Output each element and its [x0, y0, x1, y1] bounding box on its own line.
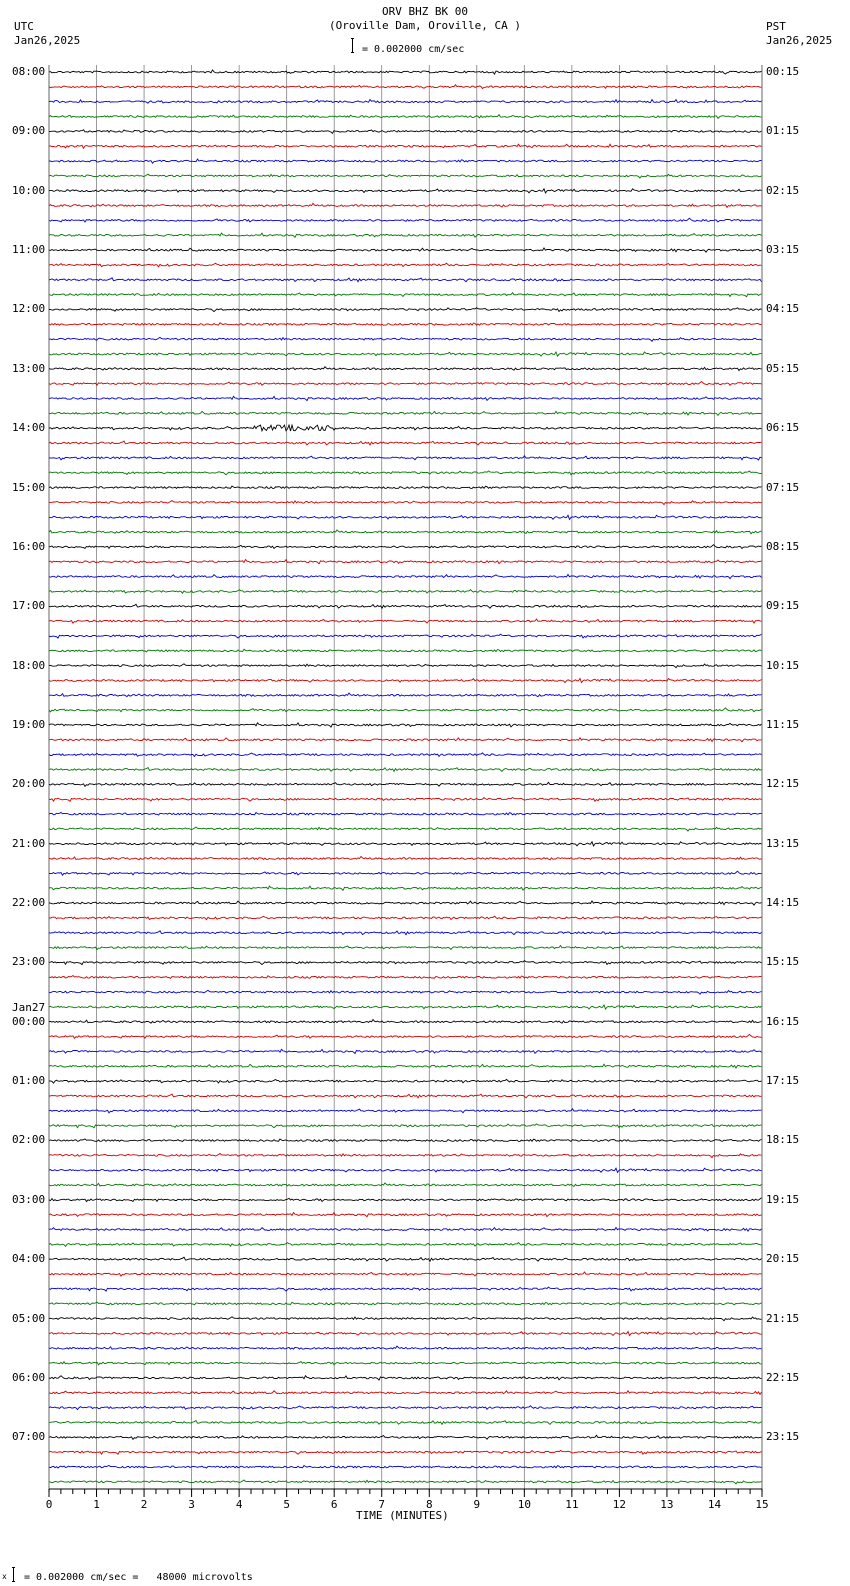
pst-hour-label: 23:15	[766, 1430, 800, 1444]
utc-hour-label: 14:00	[12, 421, 46, 435]
seismic-trace-62	[49, 976, 762, 979]
corner-mark: x	[2, 1572, 7, 1581]
seismic-trace-18	[49, 323, 762, 326]
pst-hour-label: 05:15	[766, 361, 800, 375]
seismic-trace-37	[49, 604, 762, 608]
seismic-trace-54	[49, 856, 762, 860]
seismic-trace-44	[49, 708, 762, 712]
seismic-trace-53	[49, 842, 762, 846]
x-tick-label: 3	[188, 1498, 195, 1511]
pst-hour-label: 18:15	[766, 1133, 800, 1147]
utc-hour-label: 09:00	[12, 124, 46, 138]
x-tick-label: 11	[565, 1498, 579, 1511]
seismic-trace-65	[49, 1020, 762, 1024]
utc-hour-label: 10:00	[12, 183, 46, 197]
seismic-trace-13	[49, 248, 762, 252]
seismic-trace-9	[49, 189, 762, 193]
seismic-trace-78	[49, 1213, 762, 1217]
seismic-trace-51	[49, 812, 762, 815]
utc-hour-label: 01:00	[12, 1074, 46, 1088]
x-tick-label: 14	[707, 1498, 722, 1511]
seismic-trace-59	[49, 931, 762, 935]
seismic-trace-38	[49, 619, 762, 623]
x-tick-label: 2	[140, 1498, 148, 1511]
seismic-trace-20	[49, 352, 762, 356]
pst-hour-label: 11:15	[766, 717, 800, 731]
seismic-trace-7	[49, 159, 762, 163]
x-tick-label: 8	[425, 1498, 433, 1511]
utc-hour-label: 02:00	[12, 1133, 46, 1147]
pst-hour-label: 06:15	[766, 421, 800, 435]
x-tick-label: 1	[93, 1498, 100, 1511]
utc-hour-label: 16:00	[12, 539, 46, 553]
seismic-trace-5	[49, 130, 762, 134]
seismic-trace-69	[49, 1079, 762, 1083]
utc-hour-label: 23:00	[12, 955, 46, 969]
seismic-trace-93	[49, 1435, 762, 1439]
seismic-trace-66	[49, 1034, 762, 1038]
pst-hour-label: 12:15	[766, 777, 800, 791]
seismic-trace-46	[49, 738, 762, 742]
x-tick-label: 0	[45, 1498, 53, 1511]
utc-hour-label: 19:00	[12, 717, 46, 731]
seismic-trace-8	[49, 174, 762, 178]
seismic-trace-29	[49, 486, 762, 489]
seismic-trace-64	[49, 1005, 762, 1009]
utc-hour-label: 13:00	[12, 361, 46, 375]
seismic-trace-3	[49, 100, 762, 104]
seismic-trace-10	[49, 203, 762, 207]
seismic-trace-52	[49, 827, 762, 831]
seismic-trace-58	[49, 916, 762, 920]
pst-hour-label: 07:15	[766, 480, 800, 494]
seismic-trace-71	[49, 1109, 762, 1113]
seismic-trace-96	[49, 1480, 762, 1484]
x-tick-label: 7	[378, 1498, 386, 1511]
seismic-trace-95	[49, 1465, 762, 1468]
x-tick-label: 13	[660, 1498, 674, 1511]
seismic-trace-83	[49, 1287, 762, 1291]
seismic-trace-25	[49, 425, 762, 431]
pst-hour-label: 19:15	[766, 1192, 800, 1206]
pst-hour-label: 02:15	[766, 183, 800, 197]
seismic-trace-72	[49, 1124, 762, 1128]
seismic-trace-56	[49, 886, 762, 890]
pst-hour-label: 03:15	[766, 243, 800, 257]
utc-hour-label: 22:00	[12, 896, 46, 910]
seismic-trace-68	[49, 1064, 762, 1068]
seismic-trace-61	[49, 961, 762, 965]
seismic-trace-28	[49, 471, 762, 475]
seismic-trace-90	[49, 1391, 762, 1395]
seismic-trace-4	[49, 115, 762, 119]
seismic-trace-41	[49, 664, 762, 668]
seismic-trace-55	[49, 871, 762, 875]
seismic-trace-12	[49, 233, 762, 237]
x-tick-label: 5	[283, 1498, 290, 1511]
right-date: Jan26,2025	[766, 34, 833, 47]
seismic-trace-87	[49, 1346, 762, 1350]
seismic-trace-24	[49, 411, 762, 415]
seismic-trace-75	[49, 1168, 762, 1172]
seismic-trace-94	[49, 1450, 762, 1454]
footer-scale-note: = 0.002000 cm/sec = 48000 microvolts	[24, 1572, 253, 1583]
utc-hour-label: 15:00	[12, 480, 46, 494]
seismic-trace-19	[49, 337, 762, 341]
seismic-trace-63	[49, 990, 762, 994]
seismic-trace-14	[49, 263, 762, 267]
pst-hour-label: 00:15	[766, 65, 800, 78]
seismic-trace-60	[49, 946, 762, 950]
seismic-trace-35	[49, 575, 762, 579]
pst-hour-label: 20:15	[766, 1252, 800, 1266]
seismic-trace-57	[49, 901, 762, 905]
seismic-trace-22	[49, 382, 762, 386]
utc-hour-label: 05:00	[12, 1311, 46, 1325]
seismic-trace-21	[49, 367, 762, 371]
utc-hour-label: 17:00	[12, 599, 46, 613]
seismic-traces	[49, 70, 762, 1484]
utc-hour-label: 08:00	[12, 65, 46, 78]
seismic-trace-88	[49, 1362, 762, 1365]
utc-hour-label: 12:00	[12, 302, 46, 316]
seismic-trace-1	[49, 70, 762, 74]
seismic-trace-77	[49, 1198, 762, 1202]
pst-hour-label: 14:15	[766, 896, 800, 910]
x-tick-label: 10	[517, 1498, 531, 1511]
pst-hour-label: 16:15	[766, 1014, 800, 1028]
seismic-trace-32	[49, 530, 762, 534]
seismic-trace-48	[49, 768, 762, 772]
seismic-trace-79	[49, 1228, 762, 1232]
utc-hour-label: 11:00	[12, 243, 46, 257]
seismic-trace-6	[49, 144, 762, 148]
seismic-trace-30	[49, 501, 762, 505]
x-tick-label: 12	[612, 1498, 627, 1511]
seismic-trace-36	[49, 590, 762, 594]
seismic-trace-85	[49, 1317, 762, 1321]
x-axis-title: TIME (MINUTES)	[356, 1509, 449, 1522]
seismic-trace-16	[49, 293, 762, 297]
left-timezone: UTC	[14, 20, 34, 33]
seismic-trace-74	[49, 1154, 762, 1158]
pst-hour-label: 01:15	[766, 124, 800, 138]
utc-hour-label: 03:00	[12, 1192, 46, 1206]
seismic-trace-73	[49, 1139, 762, 1142]
seismic-trace-76	[49, 1183, 762, 1187]
seismic-trace-80	[49, 1243, 762, 1247]
seismic-trace-81	[49, 1257, 762, 1261]
scale-bar-icon	[351, 38, 354, 53]
pst-hour-label: 13:15	[766, 836, 800, 850]
x-tick-label: 6	[330, 1498, 338, 1511]
seismic-trace-15	[49, 278, 762, 282]
utc-hour-label: 21:00	[12, 836, 46, 850]
seismic-trace-31	[49, 515, 762, 519]
utc-hour-label: 18:00	[12, 658, 46, 672]
utc-hour-label: 07:00	[12, 1430, 46, 1444]
seismic-trace-39	[49, 634, 762, 638]
left-date: Jan26,2025	[14, 34, 81, 47]
seismic-trace-40	[49, 649, 762, 652]
seismic-trace-84	[49, 1302, 762, 1305]
seismic-trace-50	[49, 797, 762, 801]
x-tick-label: 4	[235, 1498, 243, 1511]
date-change-label: Jan27	[12, 1000, 46, 1014]
pst-hour-label: 17:15	[766, 1074, 800, 1088]
seismic-trace-91	[49, 1406, 762, 1410]
seismic-trace-27	[49, 456, 762, 460]
scale-label: = 0.002000 cm/sec	[362, 44, 465, 55]
utc-hour-label: 04:00	[12, 1252, 46, 1266]
seismic-trace-89	[49, 1376, 762, 1380]
seismic-trace-11	[49, 218, 762, 222]
pst-hour-label: 22:15	[766, 1370, 800, 1384]
seismic-trace-33	[49, 545, 762, 549]
seismic-trace-67	[49, 1049, 762, 1053]
seismic-trace-82	[49, 1272, 762, 1276]
pst-hour-label: 15:15	[766, 955, 800, 969]
x-tick-label: 15	[755, 1498, 769, 1511]
seismic-trace-86	[49, 1332, 762, 1336]
utc-hour-label: 00:00	[12, 1014, 46, 1028]
seismic-trace-2	[49, 85, 762, 89]
seismic-trace-42	[49, 679, 762, 683]
pst-hour-label: 09:15	[766, 599, 800, 613]
seismic-trace-49	[49, 782, 762, 786]
pst-hour-label: 04:15	[766, 302, 800, 316]
station-title: ORV BHZ BK 00	[381, 5, 469, 18]
station-location: (Oroville Dam, Oroville, CA )	[328, 19, 522, 32]
seismic-trace-92	[49, 1421, 762, 1425]
seismic-trace-34	[49, 560, 762, 564]
seismic-trace-43	[49, 693, 762, 697]
pst-hour-label: 10:15	[766, 658, 800, 672]
footer-scale-bar-icon	[12, 1567, 15, 1582]
seismic-trace-26	[49, 441, 762, 445]
seismic-trace-23	[49, 396, 762, 400]
seismic-trace-17	[49, 308, 762, 312]
seismic-trace-47	[49, 753, 762, 757]
x-axis	[46, 1489, 769, 1511]
right-timezone: PST	[766, 20, 786, 33]
pst-hour-label: 21:15	[766, 1311, 800, 1325]
utc-hour-label: 06:00	[12, 1370, 46, 1384]
seismic-trace-45	[49, 723, 762, 727]
x-tick-label: 9	[473, 1498, 481, 1511]
pst-hour-label: 08:15	[766, 539, 800, 553]
utc-hour-label: 20:00	[12, 777, 46, 791]
seismic-trace-70	[49, 1094, 762, 1098]
